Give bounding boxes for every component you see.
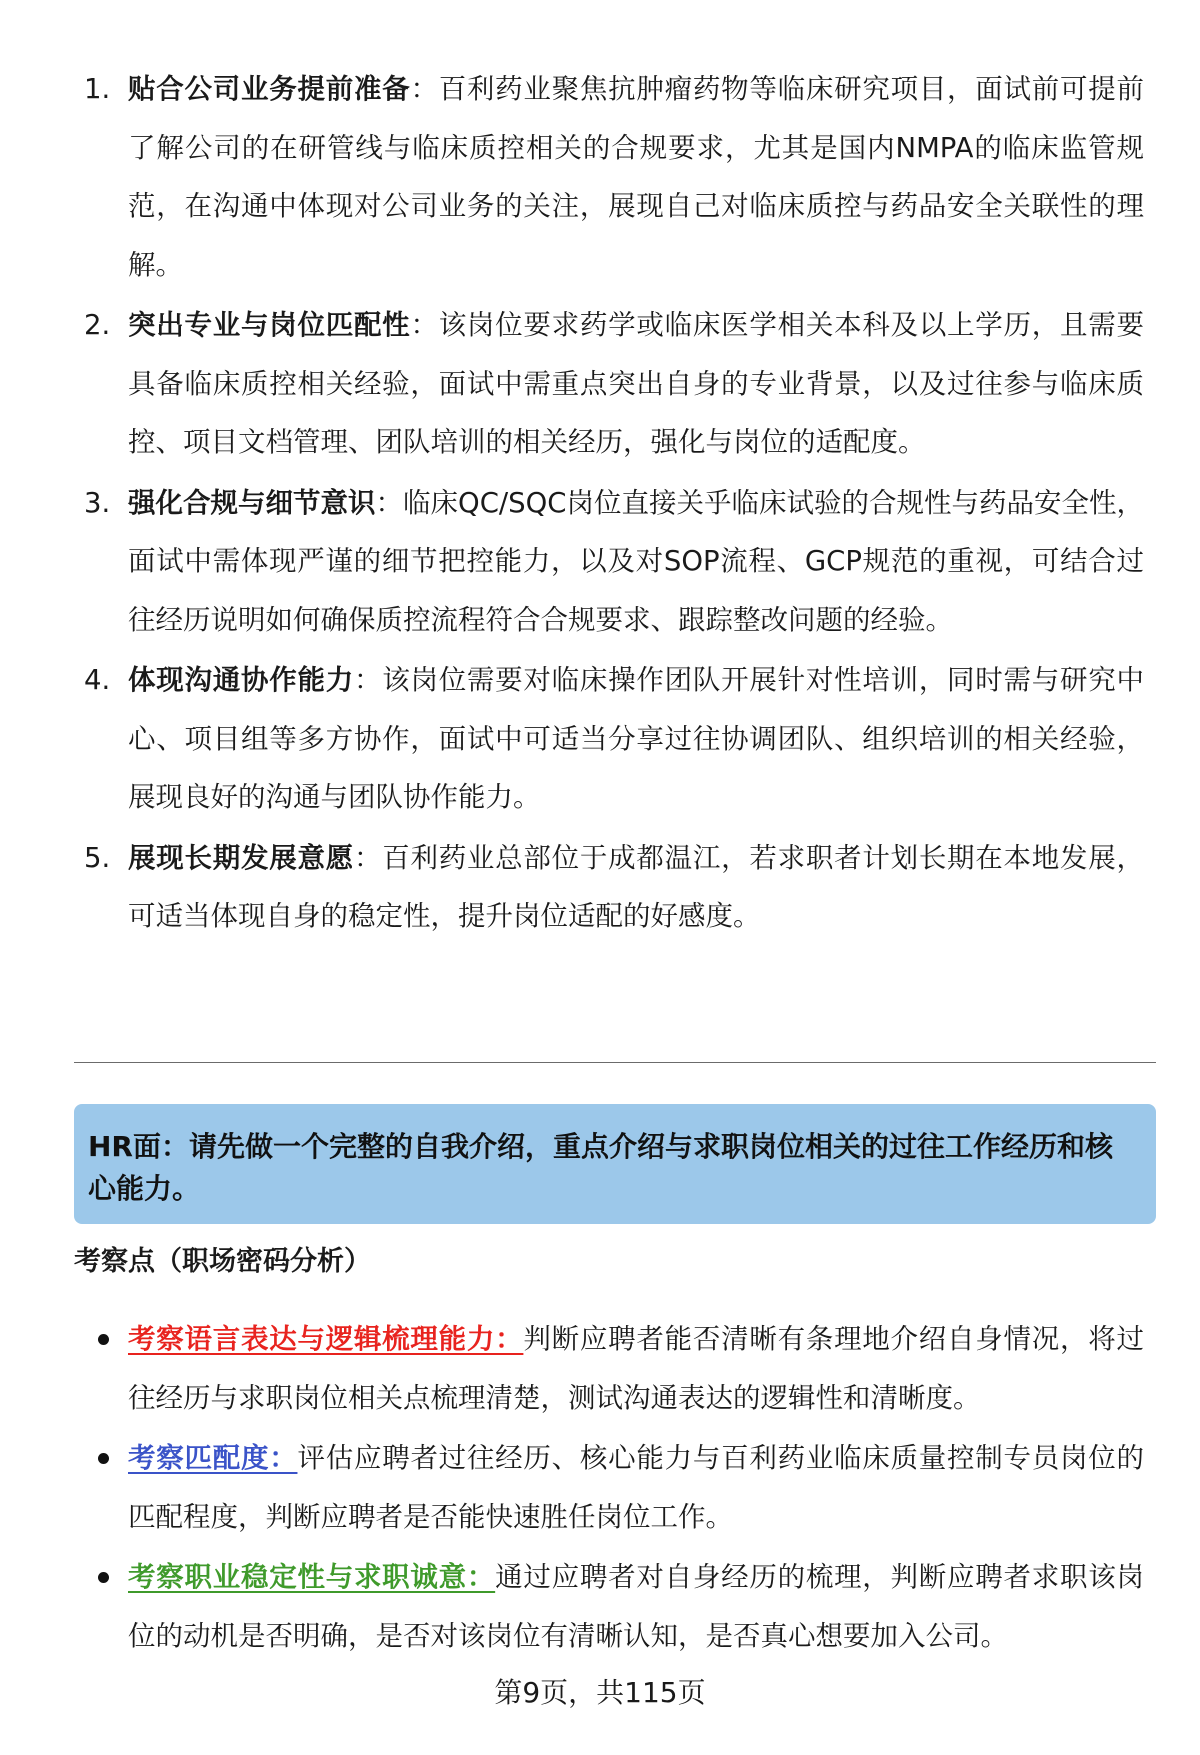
- bullet-icon: [98, 1453, 109, 1464]
- bullet-icon: [98, 1572, 109, 1583]
- tip-title: 展现长期发展意愿: [128, 841, 354, 874]
- tip-separator: ：: [410, 73, 439, 105]
- page-number: 第9页，共115页: [494, 1676, 706, 1709]
- tip-title: 贴合公司业务提前准备: [128, 73, 411, 105]
- tip-number: 4.: [84, 664, 111, 696]
- interview-question: HR面：请先做一个完整的自我介绍，重点介绍与求职岗位相关的过往工作经历和核心能力。: [88, 1130, 1113, 1205]
- tip-text: 该岗位需要对临床操作团队开展针对性培训，同时需与研究中心、项目组等多方协作，面试中可适当分享过往协调团队、组织培训的相关经验，展现良好的沟通与团队协作能力。: [128, 664, 1145, 813]
- tip-number: 5.: [84, 841, 111, 874]
- assessment-point-title: 考察匹配度：: [128, 1442, 298, 1474]
- tip-title: 体现沟通协作能力: [128, 664, 354, 696]
- tip-number: 2.: [84, 309, 111, 341]
- assessment-point-title: 考察职业稳定性与求职诚意：: [128, 1561, 496, 1593]
- tip-separator: ：: [353, 841, 383, 874]
- bullet-icon: [98, 1334, 109, 1345]
- interview-question-box: [74, 1104, 1156, 1224]
- tip-item: [84, 829, 1144, 946]
- tip-number: 1.: [84, 73, 111, 105]
- tip-title: 强化合规与细节意识: [128, 486, 376, 519]
- tip-text: 临床QC/SQC岗位直接关乎临床试验的合规性与药品安全性，面试中需体现严谨的细节把控能力，以及对SOP流程、GCP规范的重视，可结合过往经历说明如何确保质控流程符合合规要求、跟踪整改问题的经验。: [128, 486, 1145, 636]
- tip-separator: ：: [375, 486, 404, 519]
- tip-item: [84, 296, 1144, 472]
- section-divider: [74, 1062, 1156, 1063]
- assessment-point-title: 考察语言表达与逻辑梳理能力：: [128, 1323, 524, 1355]
- tip-separator: ：: [353, 664, 383, 696]
- tip-text: 该岗位要求药学或临床医学相关本科及以上学历，且需要具备临床质控相关经验，面试中需重点突出自身的专业背景，以及过往参与临床质控、项目文档管理、团队培训的相关经历，强化与岗位的适配度。: [128, 309, 1145, 458]
- tip-item: [84, 651, 1144, 827]
- tip-text: 百利药业聚焦抗肿瘤药物等临床研究项目，面试前可提前了解公司的在研管线与临床质控相关的合规要求，尤其是国内NMPA的临床监管规范，在沟通中体现对公司业务的关注，展现自己对临床质控与药品安全关联性的理解。: [128, 73, 1145, 281]
- tip-item: [84, 474, 1144, 650]
- assessment-point-text: 判断应聘者能否清晰有条理地介绍自身情况，将过往经历与求职岗位相关点梳理清楚，测试沟通表达的逻辑性和清晰度。: [128, 1323, 1145, 1414]
- assessment-point: [94, 1310, 1144, 1428]
- tip-item: [84, 60, 1144, 294]
- tip-number: 3.: [84, 486, 111, 519]
- tip-text: 百利药业总部位于成都温江，若求职者计划长期在本地发展，可适当体现自身的稳定性，提升岗位适配的好感度。: [128, 841, 1145, 932]
- assessment-point: [94, 1548, 1144, 1666]
- assessment-point: [94, 1429, 1144, 1547]
- tip-separator: ：: [410, 309, 439, 341]
- assessment-point-text: 通过应聘者对自身经历的梳理，判断应聘者求职该岗位的动机是否明确，是否对该岗位有清晰认知，是否真心想要加入公司。: [128, 1561, 1144, 1652]
- tip-title: 突出专业与岗位匹配性: [128, 309, 411, 341]
- assessment-points-heading: 考察点（职场密码分析）: [74, 1246, 371, 1277]
- interview-tips-list: [84, 60, 1144, 948]
- assessment-point-text: 评估应聘者过往经历、核心能力与百利药业临床质量控制专员岗位的匹配程度，判断应聘者是否能快速胜任岗位工作。: [128, 1442, 1145, 1533]
- assessment-points-list: [94, 1310, 1144, 1667]
